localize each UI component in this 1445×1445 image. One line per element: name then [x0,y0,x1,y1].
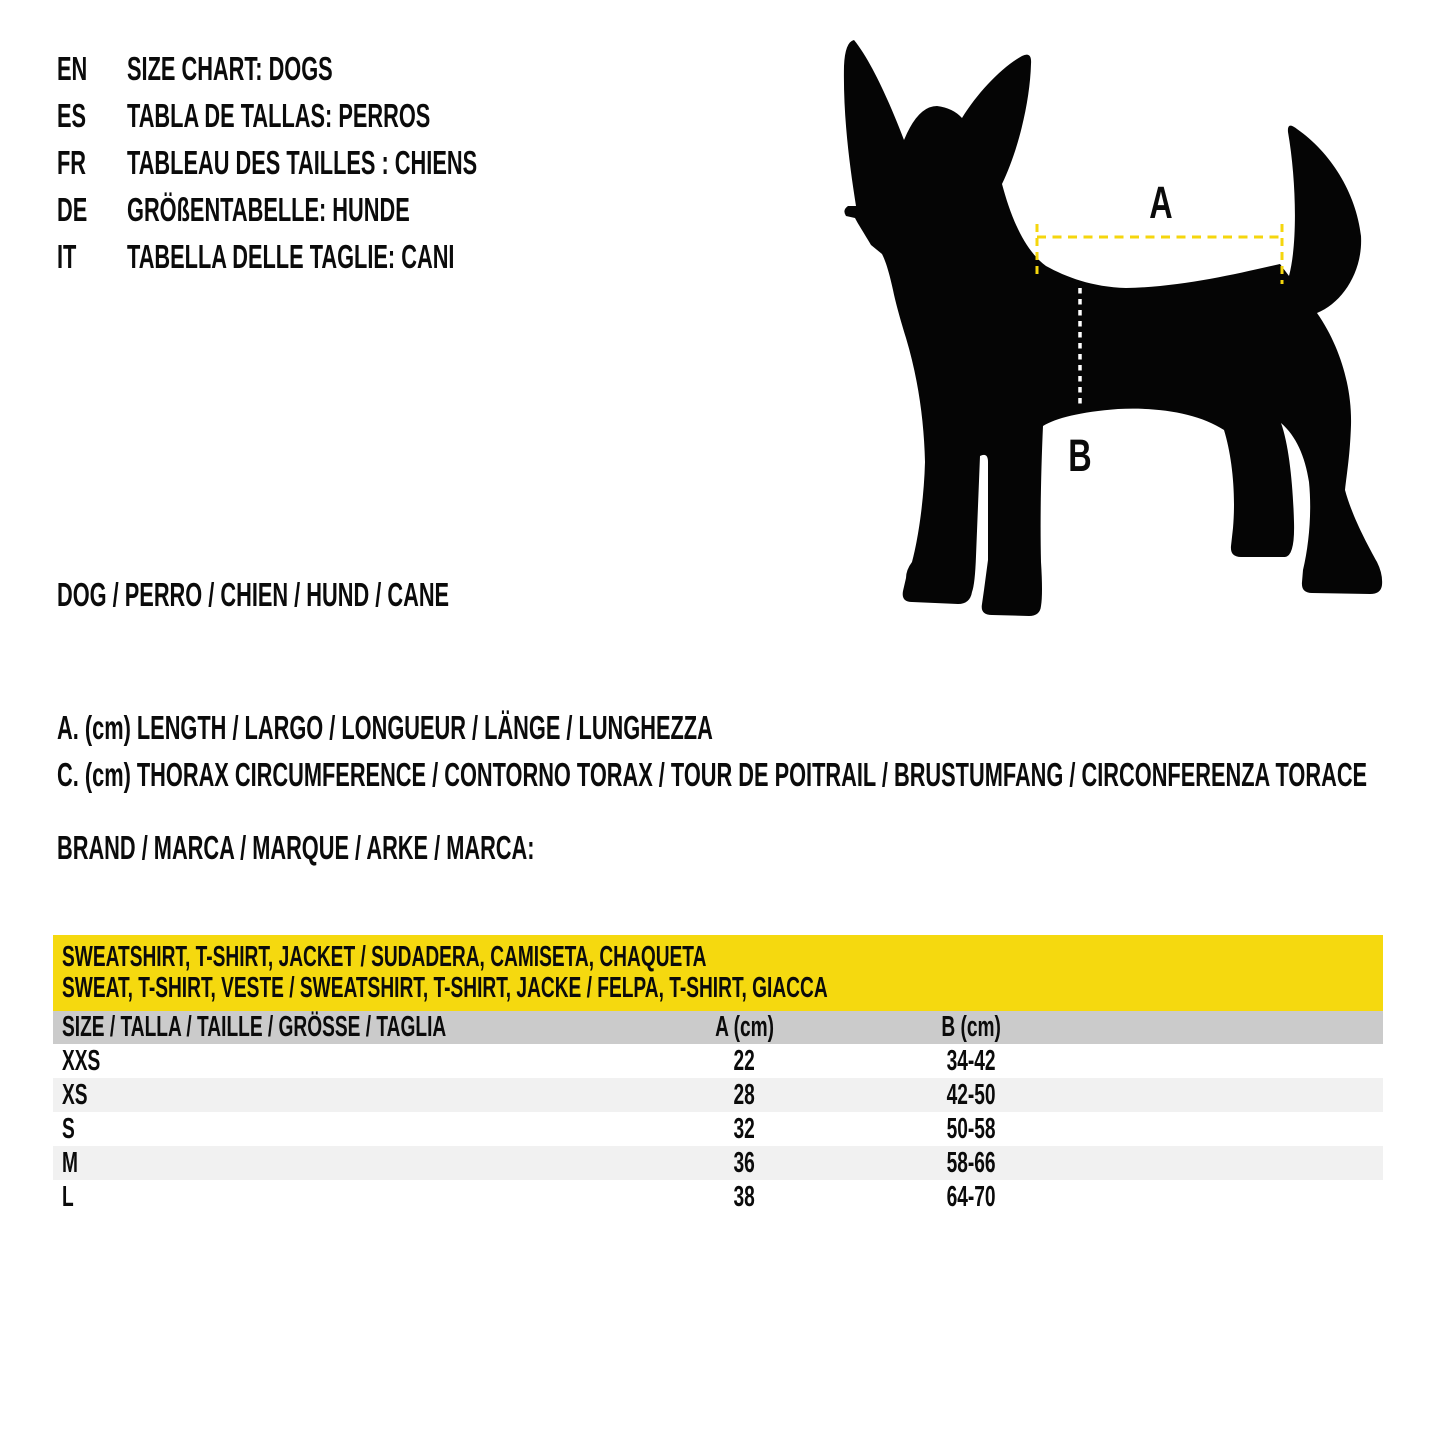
language-label: SIZE CHART: DOGS [127,50,333,87]
a-value: 28 [733,1078,756,1111]
size-value: L [62,1180,74,1213]
dog-measurement-diagram [820,30,1400,630]
animal-caption: DOG / PERRO / CHIEN / HUND / CANE [57,576,450,613]
language-code: IT [57,238,77,275]
size-value: XXS [62,1044,101,1077]
table-row [53,1078,1383,1112]
brand-line: BRAND / MARCA / MARQUE / ARKE / MARCA: [57,829,535,866]
size-table-header-band [53,935,1383,1011]
header-line-1: SWEATSHIRT, T-SHIRT, JACKET / SUDADERA, CAMISETA, CHAQUETA [62,941,707,973]
language-code: DE [57,191,88,228]
measure-a-label: A [1149,178,1173,229]
legend-length: A. (cm) LENGTH / LARGO / LONGUEUR / LÄNGE / LUNGHEZZA [57,709,713,746]
column-b: B (cm) [940,1011,1001,1043]
table-row [53,1146,1383,1180]
b-value: 58-66 [946,1146,996,1179]
dog-silhouette [844,40,1382,616]
language-label: GRÖßENTABELLE: HUNDE [127,191,410,228]
b-value: 64-70 [946,1180,996,1213]
size-table [53,935,1383,1214]
a-value: 36 [733,1146,756,1179]
language-code: FR [57,144,87,181]
language-label: TABLEAU DES TAILLES : CHIENS [127,144,478,181]
table-row [53,1180,1383,1214]
language-code: ES [57,97,87,134]
language-label: TABELLA DELLE TAGLIE: CANI [127,238,455,275]
measure-b-label: B [1068,431,1092,482]
size-value: XS [62,1078,88,1111]
b-value: 34-42 [946,1044,996,1077]
table-row [53,1044,1383,1078]
size-table-column-header [53,1011,1383,1044]
column-a: A (cm) [715,1011,774,1043]
size-value: S [62,1112,75,1145]
table-row [53,1112,1383,1146]
b-value: 50-58 [946,1112,996,1145]
language-label: TABLA DE TALLAS: PERROS [127,97,431,134]
a-value: 22 [733,1044,756,1077]
b-value: 42-50 [946,1078,996,1111]
legend-thorax: C. (cm) THORAX CIRCUMFERENCE / CONTORNO TORAX / TOUR DE POITRAIL / BRUSTUMFANG / CIRCONFERENZA TORACE [57,756,1368,793]
a-value: 38 [733,1180,756,1213]
language-code: EN [57,50,88,87]
a-value: 32 [733,1112,756,1145]
header-line-2: SWEAT, T-SHIRT, VESTE / SWEATSHIRT, T-SHIRT, JACKE / FELPA, T-SHIRT, GIACCA [62,972,828,1004]
column-size: SIZE / TALLA / TAILLE / GRÖSSE / TAGLIA [62,1011,447,1043]
size-value: M [62,1146,78,1179]
